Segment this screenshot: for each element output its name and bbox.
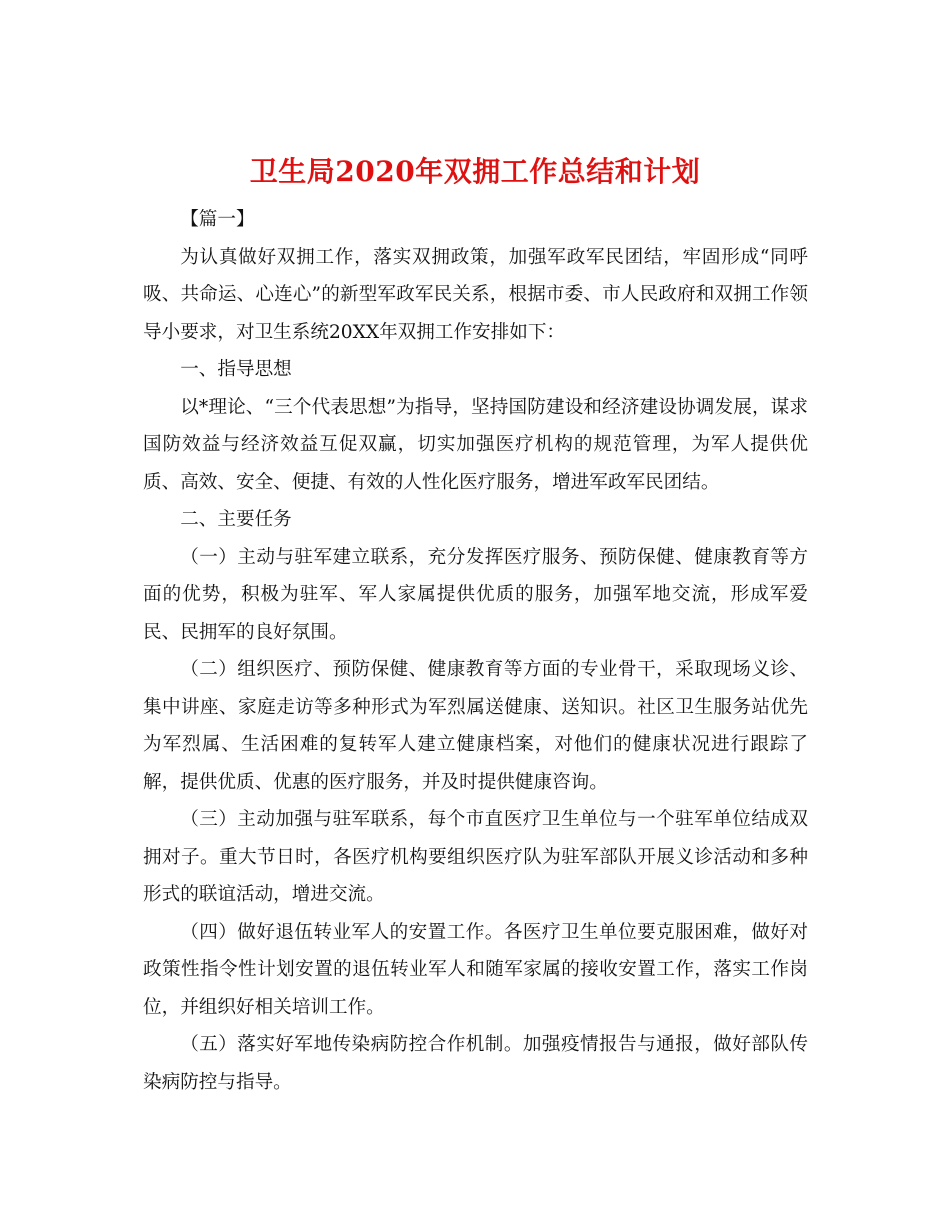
heading-main-tasks: 二、主要任务: [180, 509, 292, 530]
task-paragraph: （二）组织医疗、预防保健、健康教育等方面的专业骨干，采取现场义诊、集中讲座、家庭走访等多种形式为军烈属送健康、送知识。社区卫生服务站优先为军烈属、生活困难的复转军人建立健康档案，对他们的健康状况进行跟踪了解，提供优质、优惠的医疗服务，并及时提供健康咨询。: [143, 659, 808, 793]
guiding-ideology-paragraph: 以*理论、“三个代表思想”为指导，坚持国防建设和经济建设协调发展，谋求国防效益与经济效益互促双赢，切实加强医疗机构的规范管理，为军人提供优质、高效、安全、便捷、有效的人性化医疗服务，增进军政军民团结。: [143, 396, 808, 493]
task-paragraph: （五）落实好军地传染病防控合作机制。加强疫情报告与通报，做好部队传染病防控与指导。: [143, 1034, 808, 1093]
document-body: [143, 201, 808, 1101]
section-label: 【篇一】: [180, 209, 255, 230]
document-title: 卫生局2020年双拥工作总结和计划: [249, 154, 701, 188]
task-paragraph: （三）主动加强与驻军联系，每个市直医疗卫生单位与一个驻军单位结成双拥对子。重大节日时，各医疗机构要组织医疗队为驻军部队开展义诊活动和多种形式的联谊活动，增进交流。: [143, 809, 808, 905]
task-paragraph: （四）做好退伍转业军人的安置工作。各医疗卫生单位要克服困难，做好对政策性指令性计划安置的退伍转业军人和随军家属的接收安置工作，落实工作岗位，并组织好相关培训工作。: [143, 921, 808, 1018]
intro-paragraph: 为认真做好双拥工作，落实双拥政策，加强军政军民团结，牢固形成“同呼吸、共命运、心连心”的新型军政军民关系，根据市委、市人民政府和双拥工作领导小要求，对卫生系统20XX年双拥工作安排如下：: [143, 246, 808, 343]
heading-guiding-ideology: 一、指导思想: [180, 359, 292, 380]
task-paragraph: （一）主动与驻军建立联系，充分发挥医疗服务、预防保健、健康教育等方面的优势，积极为驻军、军人家属提供优质的服务，加强军地交流，形成军爱民、民拥军的良好氛围。: [143, 546, 808, 643]
